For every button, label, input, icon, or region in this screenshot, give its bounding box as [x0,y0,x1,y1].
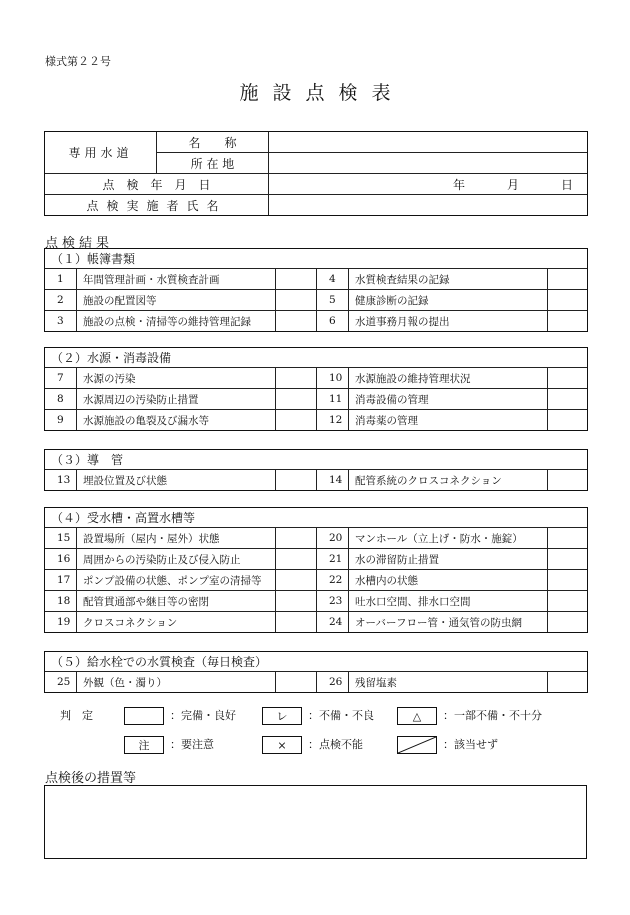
table-row [45,410,588,431]
section-table [44,507,588,633]
item-label: 消毒薬の管理 [349,410,548,431]
table-row [45,311,588,332]
item-label: クロスコネクション [77,612,276,633]
section-title: （１）帳簿書類 [45,249,588,269]
item-label: 配管貫通部や継目等の密閉 [77,591,276,612]
legend-partial-text: ：一部不備・不十分 [443,709,542,722]
item-check-cell[interactable] [276,528,317,549]
table-row [45,612,588,633]
item-label: 健康診断の記録 [349,290,548,311]
table-row [45,290,588,311]
item-label: 水槽内の状態 [349,570,548,591]
item-check-cell[interactable] [276,389,317,410]
section-title: （５）給水栓での水質検査（毎日検査） [45,652,588,672]
table-row [45,549,588,570]
item-check-cell[interactable] [548,290,588,311]
table-row [45,368,588,389]
measures-field[interactable] [44,785,587,859]
item-number: 24 [317,612,349,633]
section-table [44,449,588,491]
item-check-cell[interactable] [276,612,317,633]
date-year: 年 [452,177,465,192]
date-label: 点 検 年 月 日 [45,174,269,195]
item-number: 8 [45,389,77,410]
item-label: 水源施設の維持管理状況 [349,368,548,389]
item-check-cell[interactable] [548,612,588,633]
item-label: 水源周辺の汚染防止措置 [77,389,276,410]
item-check-cell[interactable] [276,290,317,311]
measures-label: 点検後の措置等 [45,771,137,786]
date-field[interactable] [269,174,588,195]
item-label: マンホール（立上げ・防水・施錠） [349,528,548,549]
section-table [44,248,588,332]
item-label: 残留塩素 [349,672,548,693]
item-check-cell[interactable] [276,570,317,591]
item-number: 25 [45,672,77,693]
item-label: 外観（色・濁り） [77,672,276,693]
item-number: 9 [45,410,77,431]
item-check-cell[interactable] [548,528,588,549]
legend-na-box [397,736,437,754]
legend-label: 判 定 [60,709,93,722]
legend-good-box [124,707,164,725]
item-label: 水の滞留防止措置 [349,549,548,570]
location-field[interactable] [269,153,588,174]
item-number: 3 [45,311,77,332]
item-label: 水源の汚染 [77,368,276,389]
item-number: 10 [317,368,349,389]
item-label: 水道事務月報の提出 [349,311,548,332]
date-day: 日 [561,177,574,192]
item-check-cell[interactable] [276,672,317,693]
item-number: 14 [317,470,349,491]
item-check-cell[interactable] [276,410,317,431]
item-label: オーバーフロー管・通気管の防虫網 [349,612,548,633]
table-row [45,528,588,549]
form-number: 様式第２２号 [45,55,111,68]
item-check-cell[interactable] [276,269,317,290]
item-check-cell[interactable] [548,591,588,612]
item-number: 4 [317,269,349,290]
item-check-cell[interactable] [548,269,588,290]
section-title: （４）受水槽・高置水槽等 [45,508,588,528]
item-number: 23 [317,591,349,612]
section-table [44,651,588,693]
item-number: 16 [45,549,77,570]
item-label: 年間管理計画・水質検査計画 [77,269,276,290]
legend-bad-box: レ [262,707,302,725]
item-number: 6 [317,311,349,332]
legend-impossible-box: × [262,736,302,754]
item-number: 5 [317,290,349,311]
date-month: 月 [506,177,519,192]
inspector-label: 点検実施者氏名 [45,195,269,216]
inspector-field[interactable] [269,195,588,216]
item-number: 13 [45,470,77,491]
legend-na-text: ：該当せず [443,738,498,751]
item-label: 施設の配置図等 [77,290,276,311]
item-label: 水源施設の亀裂及び漏水等 [77,410,276,431]
legend-good-text: ：完備・良好 [170,709,236,722]
name-field[interactable] [269,132,588,153]
item-check-cell[interactable] [548,368,588,389]
item-check-cell[interactable] [548,549,588,570]
item-label: 配管系統のクロスコネクション [349,470,548,491]
legend-partial-box: △ [397,707,437,725]
legend-bad-text: ：不備・不良 [308,709,374,722]
item-number: 21 [317,549,349,570]
item-label: 消毒設備の管理 [349,389,548,410]
item-check-cell[interactable] [548,470,588,491]
item-check-cell[interactable] [548,570,588,591]
header-table [44,131,588,216]
results-label: 点検結果 [45,236,114,251]
table-row [45,470,588,491]
item-check-cell[interactable] [276,368,317,389]
table-row [45,570,588,591]
table-row [45,269,588,290]
item-check-cell[interactable] [276,311,317,332]
item-check-cell[interactable] [276,549,317,570]
item-number: 11 [317,389,349,410]
item-label: 吐水口空間、排水口空間 [349,591,548,612]
location-label: 所 在 地 [157,153,269,174]
item-check-cell[interactable] [548,311,588,332]
item-label: 施設の点検・清掃等の維持管理記録 [77,311,276,332]
item-check-cell[interactable] [276,591,317,612]
item-check-cell[interactable] [548,672,588,693]
item-check-cell[interactable] [548,389,588,410]
item-number: 19 [45,612,77,633]
item-number: 15 [45,528,77,549]
item-label: 周囲からの汚染防止及び侵入防止 [77,549,276,570]
item-label: 設置場所（屋内・屋外）状態 [77,528,276,549]
item-number: 12 [317,410,349,431]
section-title: （３）導 管 [45,450,588,470]
item-number: 7 [45,368,77,389]
section-table [44,347,588,431]
legend-caution-text: ：要注意 [170,738,214,751]
legend-caution-box: 注 [124,736,164,754]
item-number: 22 [317,570,349,591]
legend-impossible-text: ：点検不能 [308,738,363,751]
table-row [45,389,588,410]
item-number: 1 [45,269,77,290]
item-number: 17 [45,570,77,591]
item-number: 20 [317,528,349,549]
item-number: 2 [45,290,77,311]
item-label: 埋設位置及び状態 [77,470,276,491]
item-check-cell[interactable] [548,410,588,431]
diagonal-slash-icon [398,737,436,753]
table-row [45,591,588,612]
name-label: 名 称 [157,132,269,153]
water-supply-label: 専用水道 [45,132,157,174]
item-label: 水質検査結果の記録 [349,269,548,290]
table-row [45,672,588,693]
page-title: 施設点検表 [239,82,405,104]
item-label: ポンプ設備の状態、ポンプ室の清掃等 [77,570,276,591]
item-number: 26 [317,672,349,693]
section-title: （２）水源・消毒設備 [45,348,588,368]
item-number: 18 [45,591,77,612]
item-check-cell[interactable] [276,470,317,491]
